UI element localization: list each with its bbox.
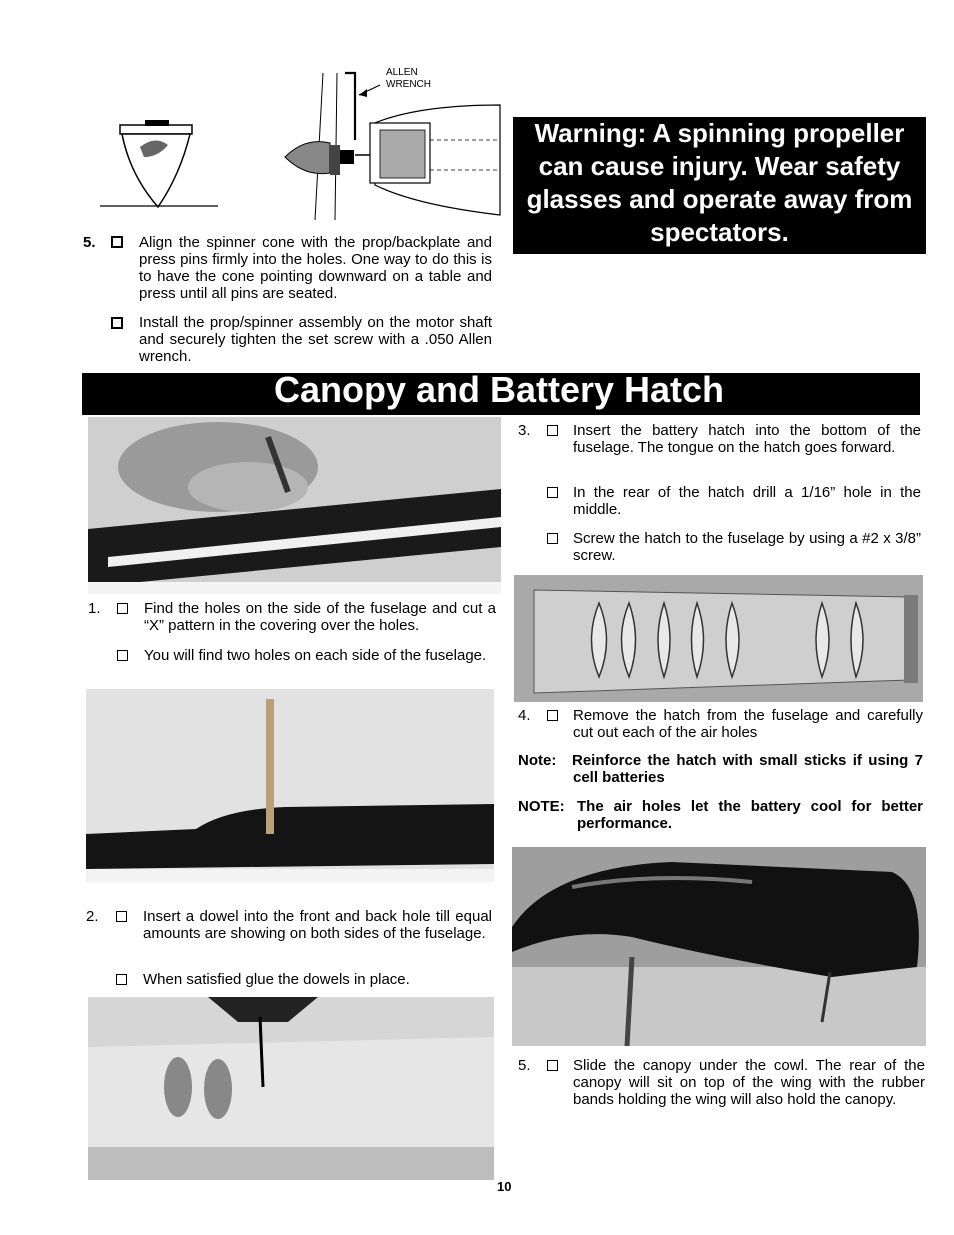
allen-wrench-label [386, 67, 431, 91]
step-text: Insert a dowel into the front and back hole till equal amounts are showing on both sides of the fuselage. [143, 908, 492, 942]
checkbox[interactable] [547, 710, 558, 721]
photo-canopy [512, 847, 926, 1046]
left-step2-number: 2. [86, 908, 99, 925]
note2-text [577, 798, 923, 832]
note-text: The air holes let the battery cool for better performance. [577, 798, 923, 832]
step-text: Remove the hatch from the fuselage and carefully cut out each of the air holes [573, 707, 923, 741]
photo-illustration [86, 689, 494, 882]
step-text: Align the spinner cone with the prop/backplate and press pins firmly into the holes. One way to do this is to have the cone pointing downward on a table and press until all pins are seated. [139, 234, 492, 302]
checkbox[interactable] [117, 603, 128, 614]
checkbox[interactable] [116, 911, 127, 922]
left-step1-text-b [144, 647, 496, 664]
right-step3-number: 3. [518, 422, 531, 439]
checkbox[interactable] [547, 425, 558, 436]
allen-label-line1: ALLEN [386, 67, 418, 78]
checkbox[interactable] [116, 974, 127, 985]
right-step4-text-a [573, 707, 923, 741]
left-step2-text-a [143, 908, 492, 942]
warning-box [513, 117, 926, 254]
right-step3-text-a [573, 422, 921, 456]
checkbox[interactable] [111, 317, 123, 329]
photo-battery-hatch [514, 575, 923, 702]
checkbox[interactable] [117, 650, 128, 661]
photo-illustration [514, 575, 923, 702]
spinner-cone-diagram [100, 115, 225, 210]
right-step3-text-c [573, 530, 921, 564]
checkbox[interactable] [547, 533, 558, 544]
warning-text: Warning: A spinning propeller can cause injury. Wear safety glasses and operate away from spectators. [526, 118, 913, 247]
section-title-bar [82, 369, 920, 415]
top-step5-text-b [139, 314, 492, 365]
step-text: Find the holes on the side of the fuselage and cut a “X” pattern in the covering over the holes. [144, 600, 496, 634]
photo-dowel-inserted [86, 689, 494, 882]
step-text: You will find two holes on each side of the fuselage. [144, 647, 487, 664]
top-step5-number: 5. [83, 234, 96, 251]
left-step2-text-b [143, 971, 492, 988]
note-text: Reinforce the hatch with small sticks if using 7 cell batteries [572, 752, 923, 786]
checkbox[interactable] [111, 236, 123, 248]
photo-illustration [512, 847, 926, 1046]
step-text: Screw the hatch to the fuselage by using a #2 x 3/8” screw. [573, 530, 921, 564]
photo-cutting-covering [88, 417, 501, 594]
right-step5-number: 5. [518, 1057, 531, 1074]
step-text: Slide the canopy under the cowl. The rear of the canopy will sit on top of the wing with the rubber bands holding the wing will also hold the canopy. [573, 1057, 925, 1108]
step-text: Insert the battery hatch into the bottom of the fuselage. The tongue on the hatch goes forward. [573, 422, 921, 456]
note1-text [573, 752, 923, 786]
step-text: Install the prop/spinner assembly on the motor shaft and securely tighten the set screw with a .050 Allen wrench. [139, 314, 492, 365]
section-title: Canopy and Battery Hatch [273, 369, 725, 410]
page-number: 10 [497, 1179, 512, 1194]
left-step1-text-a [144, 600, 496, 634]
right-step3-text-b [573, 484, 921, 518]
photo-illustration [88, 997, 494, 1180]
checkbox[interactable] [547, 1060, 558, 1071]
checkbox[interactable] [547, 487, 558, 498]
step-text: In the rear of the hatch drill a 1/16” hole in the middle. [573, 484, 921, 518]
left-step1-number: 1. [88, 600, 101, 617]
step-text: When satisfied glue the dowels in place. [143, 971, 410, 988]
top-step5-text-a [139, 234, 492, 302]
allen-label-line2: WRENCH [386, 79, 431, 90]
photo-illustration [88, 417, 501, 594]
right-step5-text-a [573, 1057, 925, 1108]
photo-drilling-hatch [88, 997, 494, 1180]
right-step4-number: 4. [518, 707, 531, 724]
note1-label: Note: [518, 752, 557, 769]
note2-label: NOTE: [518, 798, 565, 815]
